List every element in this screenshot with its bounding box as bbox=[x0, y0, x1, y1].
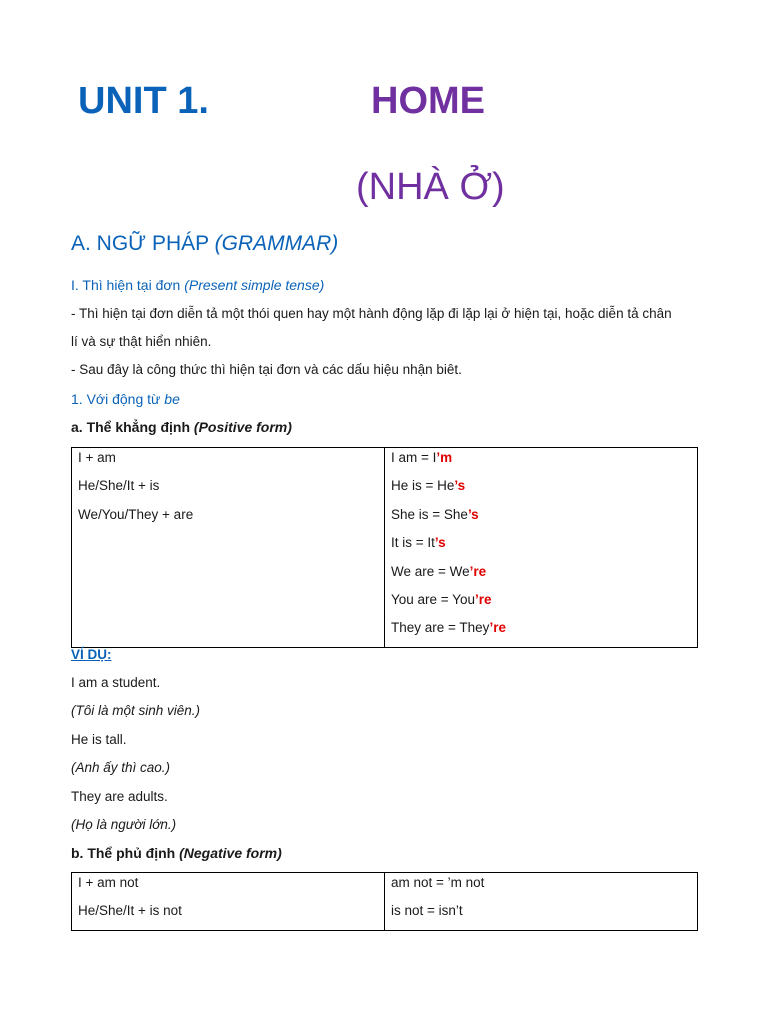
section-i-label: I. Thì hiện tại đơn bbox=[71, 277, 185, 293]
contraction-suffix: ’s bbox=[467, 506, 479, 522]
negative-left-line: He/She/It + is not bbox=[78, 903, 182, 919]
negative-right-cell bbox=[385, 873, 698, 931]
intro-line-2: lí và sự thật hiển nhiên. bbox=[71, 334, 212, 349]
positive-heading bbox=[71, 419, 292, 435]
negative-right-line: am not = ’m not bbox=[391, 875, 485, 890]
section-i-label-en: (Present simple tense) bbox=[184, 277, 325, 293]
contraction-suffix: ’s bbox=[434, 535, 446, 551]
contraction-suffix: ’s bbox=[454, 478, 466, 494]
contraction-base: We are = We bbox=[391, 563, 470, 579]
contraction-suffix: ’re bbox=[474, 591, 492, 607]
positive-left-line: I + am bbox=[78, 450, 116, 465]
example-sentence: He is tall. bbox=[71, 732, 127, 747]
positive-left-line: We/You/They + are bbox=[78, 506, 194, 522]
positive-right-cell bbox=[385, 448, 698, 648]
sub-1-label: 1. Với động từ bbox=[71, 391, 165, 407]
contraction-line bbox=[391, 533, 691, 561]
contraction-base: She is = She bbox=[391, 506, 468, 522]
contraction-line bbox=[391, 562, 691, 590]
positive-left-line: He/She/It + is bbox=[78, 478, 160, 494]
contraction-line bbox=[391, 448, 691, 476]
contraction-suffix: ’m bbox=[436, 450, 453, 465]
section-a-label-en: (GRAMMAR) bbox=[214, 232, 339, 255]
unit-title: UNIT 1. bbox=[78, 80, 209, 122]
sub-1-label-em: be bbox=[164, 391, 180, 407]
intro-line-3: - Sau đây là công thức thì hiện tại đơn và các dấu hiệu nhận biêt. bbox=[71, 362, 462, 377]
sub-1-heading bbox=[71, 391, 180, 407]
example-translation: (Anh ấy thì cao.) bbox=[71, 760, 171, 775]
example-translation: (Họ là người lớn.) bbox=[71, 817, 177, 832]
positive-label-en: (Positive form) bbox=[193, 419, 292, 435]
topic-title-vi: (NHÀ Ở) bbox=[356, 166, 505, 208]
contraction-base: He is = He bbox=[391, 478, 455, 494]
section-a-heading bbox=[71, 232, 338, 256]
negative-label: b. Thể phủ định bbox=[71, 845, 180, 861]
negative-left-line: I + am not bbox=[78, 875, 139, 890]
positive-left-cell bbox=[72, 448, 385, 648]
contraction-line bbox=[391, 505, 691, 533]
positive-table bbox=[71, 447, 698, 648]
section-a-label: A. NGỮ PHÁP bbox=[71, 232, 215, 255]
contraction-suffix: ’re bbox=[469, 563, 487, 579]
contraction-line bbox=[391, 476, 691, 504]
examples-heading: VÍ DỤ: bbox=[71, 647, 112, 662]
example-translation: (Tôi là một sinh viên.) bbox=[71, 703, 201, 718]
example-sentence: They are adults. bbox=[71, 789, 168, 804]
contraction-base: It is = It bbox=[391, 535, 435, 551]
intro-line-1: - Thì hiện tại đơn diễn tả một thói quen hay một hành động lặp đi lặp lại ở hiện tại, hoặc diễn tả chân bbox=[71, 306, 672, 321]
contraction-line bbox=[391, 618, 691, 646]
contraction-base: I am = I bbox=[391, 450, 437, 465]
topic-title: HOME bbox=[371, 80, 485, 122]
negative-left-cell bbox=[72, 873, 385, 931]
section-i-heading bbox=[71, 277, 324, 293]
contraction-suffix: ’re bbox=[489, 620, 506, 636]
example-sentence: I am a student. bbox=[71, 675, 161, 690]
negative-heading bbox=[71, 845, 282, 861]
contraction-base: They are = They bbox=[391, 620, 490, 636]
positive-label: a. Thể khẳng định bbox=[71, 419, 194, 435]
contraction-line bbox=[391, 590, 691, 618]
negative-right-line: is not = isn’t bbox=[391, 903, 463, 919]
contraction-base: You are = You bbox=[391, 591, 475, 607]
negative-table bbox=[71, 872, 698, 931]
negative-label-en: (Negative form) bbox=[179, 845, 282, 861]
